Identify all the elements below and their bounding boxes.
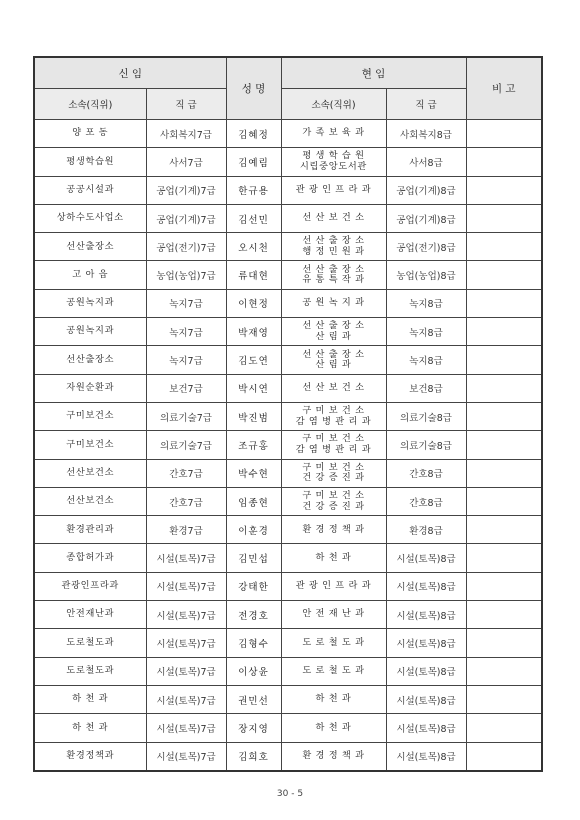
cur-dept-cell-line: 관 광 인 프 라 과 bbox=[295, 183, 372, 195]
cur-dept-cell bbox=[281, 629, 386, 657]
new-dept-cell-line: 양 포 동 bbox=[72, 127, 109, 139]
cur-dept-cell bbox=[281, 346, 386, 374]
cur-dept-cell-line: 선 산 출 장 소 bbox=[302, 348, 365, 360]
new-dept-cell-line: 공원녹지과 bbox=[66, 297, 115, 309]
table-row bbox=[34, 289, 542, 317]
cur-dept-cell-line: 도 로 철 도 과 bbox=[302, 665, 365, 677]
new-dept-cell-line: 공원녹지과 bbox=[66, 325, 115, 337]
cur-dept-cell-line: 안 전 재 난 과 bbox=[302, 608, 365, 620]
remarks-cell bbox=[466, 544, 542, 572]
table-body bbox=[34, 120, 542, 771]
cur-grade-cell: 환경8급 bbox=[386, 516, 466, 544]
cur-grade-cell: 녹지8급 bbox=[386, 289, 466, 317]
new-grade-cell: 시설(토목)7급 bbox=[146, 714, 226, 742]
cur-dept-cell-line: 선 산 출 장 소 bbox=[302, 263, 365, 275]
new-dept-cell-line: 도로철도과 bbox=[66, 665, 115, 677]
new-grade-cell: 녹지7급 bbox=[146, 318, 226, 346]
remarks-cell bbox=[466, 204, 542, 232]
table-row bbox=[34, 374, 542, 402]
name-cell: 이현정 bbox=[226, 289, 281, 317]
new-dept-cell bbox=[34, 629, 146, 657]
new-grade-cell: 사회복지7급 bbox=[146, 120, 226, 148]
new-dept-cell-line: 구미보건소 bbox=[66, 410, 115, 422]
table-row bbox=[34, 685, 542, 713]
cur-grade-cell: 시설(토목)8급 bbox=[386, 685, 466, 713]
remarks-cell bbox=[466, 402, 542, 430]
name-cell: 권민선 bbox=[226, 685, 281, 713]
new-dept-cell-line: 공공시설과 bbox=[66, 183, 115, 195]
new-dept-cell-line: 하 천 과 bbox=[72, 693, 109, 705]
new-dept-cell bbox=[34, 402, 146, 430]
remarks-cell bbox=[466, 346, 542, 374]
cur-dept-cell-line: 공 원 녹 지 과 bbox=[302, 297, 365, 309]
table-row bbox=[34, 572, 542, 600]
new-dept-cell-line: 고 아 읍 bbox=[72, 268, 109, 280]
name-cell: 김혜정 bbox=[226, 120, 281, 148]
cur-grade-cell: 시설(토목)8급 bbox=[386, 544, 466, 572]
cur-grade-cell: 간호8급 bbox=[386, 487, 466, 515]
cur-grade-cell: 시설(토목)8급 bbox=[386, 601, 466, 629]
cur-dept-cell-line: 선 산 출 장 소 bbox=[302, 235, 365, 247]
header-new-dept: 소속(직위) bbox=[34, 89, 146, 120]
name-cell: 이훈경 bbox=[226, 516, 281, 544]
name-cell: 조규홍 bbox=[226, 431, 281, 459]
cur-dept-cell-line: 구 미 보 건 소 bbox=[302, 405, 365, 417]
new-grade-cell: 공업(기계)7급 bbox=[146, 204, 226, 232]
new-dept-cell bbox=[34, 544, 146, 572]
new-dept-cell-line: 하 천 과 bbox=[72, 721, 109, 733]
name-cell: 전경호 bbox=[226, 601, 281, 629]
new-dept-cell-line: 선산보건소 bbox=[66, 495, 115, 507]
cur-dept-cell-line: 선 산 출 장 소 bbox=[302, 320, 365, 332]
cur-grade-cell: 공업(기계)8급 bbox=[386, 176, 466, 204]
name-cell: 김민섭 bbox=[226, 544, 281, 572]
cur-dept-cell bbox=[281, 318, 386, 346]
cur-grade-cell: 녹지8급 bbox=[386, 346, 466, 374]
cur-dept-cell-line: 감 염 병 관 리 과 bbox=[295, 443, 372, 455]
new-dept-cell-line: 평생학습원 bbox=[66, 155, 115, 167]
name-cell: 한규용 bbox=[226, 176, 281, 204]
cur-dept-cell-line: 건 강 증 진 과 bbox=[302, 472, 365, 484]
new-dept-cell bbox=[34, 685, 146, 713]
new-dept-cell bbox=[34, 374, 146, 402]
new-dept-cell bbox=[34, 346, 146, 374]
cur-grade-cell: 보건8급 bbox=[386, 374, 466, 402]
cur-grade-cell: 농업(농업)8급 bbox=[386, 261, 466, 289]
table-row bbox=[34, 346, 542, 374]
remarks-cell bbox=[466, 572, 542, 600]
new-dept-cell bbox=[34, 120, 146, 148]
cur-dept-cell-line: 선 산 보 건 소 bbox=[302, 382, 365, 394]
cur-grade-cell: 녹지8급 bbox=[386, 318, 466, 346]
cur-grade-cell: 의료기술8급 bbox=[386, 431, 466, 459]
cur-dept-cell bbox=[281, 176, 386, 204]
cur-dept-cell bbox=[281, 148, 386, 176]
new-dept-cell-line: 관광인프라과 bbox=[61, 580, 119, 592]
cur-dept-cell-line: 환 경 정 책 과 bbox=[302, 749, 365, 761]
new-dept-cell bbox=[34, 742, 146, 771]
new-grade-cell: 의료기술7급 bbox=[146, 431, 226, 459]
table-row bbox=[34, 204, 542, 232]
new-grade-cell: 녹지7급 bbox=[146, 289, 226, 317]
cur-dept-cell-line: 구 미 보 건 소 bbox=[302, 433, 365, 445]
table-row bbox=[34, 714, 542, 742]
cur-grade-cell: 의료기술8급 bbox=[386, 402, 466, 430]
cur-dept-cell-line: 가 족 보 육 과 bbox=[302, 127, 365, 139]
cur-grade-cell: 공업(기계)8급 bbox=[386, 204, 466, 232]
table-row bbox=[34, 148, 542, 176]
cur-dept-cell bbox=[281, 289, 386, 317]
remarks-cell bbox=[466, 318, 542, 346]
table-row bbox=[34, 459, 542, 487]
cur-dept-cell-line: 관 광 인 프 라 과 bbox=[295, 580, 372, 592]
name-cell: 박재영 bbox=[226, 318, 281, 346]
new-dept-cell-line: 환경정책과 bbox=[66, 749, 115, 761]
cur-dept-cell-line: 하 천 과 bbox=[315, 721, 352, 733]
remarks-cell bbox=[466, 261, 542, 289]
new-dept-cell-line: 선산보건소 bbox=[66, 466, 115, 478]
table-row bbox=[34, 318, 542, 346]
cur-dept-cell-line: 구 미 보 건 소 bbox=[302, 461, 365, 473]
cur-grade-cell: 시설(토목)8급 bbox=[386, 714, 466, 742]
table-row bbox=[34, 233, 542, 261]
cur-dept-cell bbox=[281, 374, 386, 402]
remarks-cell bbox=[466, 516, 542, 544]
new-grade-cell: 의료기술7급 bbox=[146, 402, 226, 430]
new-dept-cell bbox=[34, 318, 146, 346]
new-dept-cell bbox=[34, 516, 146, 544]
header-remarks: 비 고 bbox=[466, 57, 542, 120]
cur-dept-cell bbox=[281, 233, 386, 261]
remarks-cell bbox=[466, 120, 542, 148]
new-dept-cell bbox=[34, 601, 146, 629]
new-grade-cell: 환경7급 bbox=[146, 516, 226, 544]
new-dept-cell bbox=[34, 204, 146, 232]
cur-dept-cell bbox=[281, 601, 386, 629]
new-dept-cell bbox=[34, 148, 146, 176]
name-cell: 강태한 bbox=[226, 572, 281, 600]
new-grade-cell: 보건7급 bbox=[146, 374, 226, 402]
remarks-cell bbox=[466, 233, 542, 261]
cur-grade-cell: 사서8급 bbox=[386, 148, 466, 176]
cur-grade-cell: 시설(토목)8급 bbox=[386, 657, 466, 685]
name-cell: 김도연 bbox=[226, 346, 281, 374]
cur-dept-cell bbox=[281, 431, 386, 459]
new-grade-cell: 시설(토목)7급 bbox=[146, 685, 226, 713]
new-grade-cell: 시설(토목)7급 bbox=[146, 601, 226, 629]
new-grade-cell: 간호7급 bbox=[146, 459, 226, 487]
cur-dept-cell bbox=[281, 402, 386, 430]
header-new-grade: 직 급 bbox=[146, 89, 226, 120]
new-dept-cell bbox=[34, 233, 146, 261]
new-grade-cell: 사서7급 bbox=[146, 148, 226, 176]
name-cell: 김희호 bbox=[226, 742, 281, 771]
name-cell: 박진범 bbox=[226, 402, 281, 430]
new-dept-cell-line: 선산출장소 bbox=[66, 240, 115, 252]
table-row bbox=[34, 402, 542, 430]
new-grade-cell: 시설(토목)7급 bbox=[146, 629, 226, 657]
new-dept-cell bbox=[34, 572, 146, 600]
table-row bbox=[34, 544, 542, 572]
cur-grade-cell: 시설(토목)8급 bbox=[386, 572, 466, 600]
remarks-cell bbox=[466, 148, 542, 176]
remarks-cell bbox=[466, 176, 542, 204]
cur-dept-cell-line: 평 생 학 습 원 bbox=[302, 150, 365, 162]
cur-dept-cell bbox=[281, 261, 386, 289]
new-dept-cell-line: 자원순환과 bbox=[66, 382, 115, 394]
remarks-cell bbox=[466, 431, 542, 459]
header-cur-dept: 소속(직위) bbox=[281, 89, 386, 120]
table-row bbox=[34, 120, 542, 148]
name-cell: 류대현 bbox=[226, 261, 281, 289]
name-cell: 김형수 bbox=[226, 629, 281, 657]
remarks-cell bbox=[466, 629, 542, 657]
remarks-cell bbox=[466, 685, 542, 713]
table-row bbox=[34, 601, 542, 629]
cur-dept-cell bbox=[281, 120, 386, 148]
new-grade-cell: 농업(농업)7급 bbox=[146, 261, 226, 289]
cur-dept-cell bbox=[281, 204, 386, 232]
page-number: 30 - 5 bbox=[276, 789, 304, 799]
new-dept-cell bbox=[34, 176, 146, 204]
name-cell: 이상윤 bbox=[226, 657, 281, 685]
table-row bbox=[34, 742, 542, 771]
new-dept-cell-line: 도로철도과 bbox=[66, 636, 115, 648]
new-dept-cell bbox=[34, 714, 146, 742]
remarks-cell bbox=[466, 289, 542, 317]
cur-dept-cell-line: 선 산 보 건 소 bbox=[302, 212, 365, 224]
name-cell: 박수현 bbox=[226, 459, 281, 487]
cur-dept-cell bbox=[281, 657, 386, 685]
cur-dept-cell bbox=[281, 714, 386, 742]
new-grade-cell: 시설(토목)7급 bbox=[146, 544, 226, 572]
table-row bbox=[34, 487, 542, 515]
cur-grade-cell: 공업(전기)8급 bbox=[386, 233, 466, 261]
new-dept-cell-line: 환경관리과 bbox=[66, 523, 115, 535]
cur-dept-cell-line: 행 정 민 원 과 bbox=[302, 245, 365, 257]
remarks-cell bbox=[466, 657, 542, 685]
new-grade-cell: 공업(기계)7급 bbox=[146, 176, 226, 204]
header-name: 성 명 bbox=[226, 57, 281, 120]
cur-dept-cell-line: 하 천 과 bbox=[315, 551, 352, 563]
new-dept-cell-line: 안전재난과 bbox=[66, 608, 115, 620]
cur-grade-cell: 시설(토목)8급 bbox=[386, 629, 466, 657]
table-row bbox=[34, 431, 542, 459]
cur-dept-cell-line: 유 통 특 작 과 bbox=[302, 274, 365, 286]
cur-dept-cell-line: 시립중앙도서관 bbox=[299, 160, 368, 172]
table-row bbox=[34, 629, 542, 657]
new-grade-cell: 시설(토목)7급 bbox=[146, 572, 226, 600]
header-new-post: 신 임 bbox=[34, 57, 226, 89]
new-grade-cell: 공업(전기)7급 bbox=[146, 233, 226, 261]
name-cell: 김선민 bbox=[226, 204, 281, 232]
cur-dept-cell bbox=[281, 742, 386, 771]
name-cell: 임종현 bbox=[226, 487, 281, 515]
cur-dept-cell-line: 산 림 과 bbox=[315, 330, 352, 342]
cur-dept-cell bbox=[281, 459, 386, 487]
cur-grade-cell: 간호8급 bbox=[386, 459, 466, 487]
cur-dept-cell-line: 하 천 과 bbox=[315, 693, 352, 705]
remarks-cell bbox=[466, 714, 542, 742]
table-row bbox=[34, 516, 542, 544]
remarks-cell bbox=[466, 487, 542, 515]
remarks-cell bbox=[466, 742, 542, 771]
new-dept-cell bbox=[34, 261, 146, 289]
new-dept-cell-line: 상하수도사업소 bbox=[56, 212, 124, 224]
new-dept-cell bbox=[34, 487, 146, 515]
cur-grade-cell: 사회복지8급 bbox=[386, 120, 466, 148]
cur-dept-cell-line: 감 염 병 관 리 과 bbox=[295, 415, 372, 427]
header-current-post: 현 임 bbox=[281, 57, 466, 89]
new-dept-cell-line: 선산출장소 bbox=[66, 353, 115, 365]
remarks-cell bbox=[466, 601, 542, 629]
name-cell: 오시천 bbox=[226, 233, 281, 261]
remarks-cell bbox=[466, 459, 542, 487]
cur-dept-cell bbox=[281, 544, 386, 572]
header-cur-grade: 직 급 bbox=[386, 89, 466, 120]
new-dept-cell bbox=[34, 431, 146, 459]
remarks-cell bbox=[466, 374, 542, 402]
new-dept-cell-line: 종합허가과 bbox=[66, 551, 115, 563]
new-dept-cell bbox=[34, 657, 146, 685]
name-cell: 박시연 bbox=[226, 374, 281, 402]
new-dept-cell-line: 구미보건소 bbox=[66, 438, 115, 450]
cur-dept-cell bbox=[281, 572, 386, 600]
cur-dept-cell bbox=[281, 516, 386, 544]
cur-dept-cell bbox=[281, 487, 386, 515]
table-row bbox=[34, 657, 542, 685]
cur-dept-cell-line: 건 강 증 진 과 bbox=[302, 500, 365, 512]
new-grade-cell: 간호7급 bbox=[146, 487, 226, 515]
cur-dept-cell-line: 산 림 과 bbox=[315, 359, 352, 371]
new-grade-cell: 시설(토목)7급 bbox=[146, 657, 226, 685]
table-row bbox=[34, 261, 542, 289]
name-cell: 장지영 bbox=[226, 714, 281, 742]
new-grade-cell: 시설(토목)7급 bbox=[146, 742, 226, 771]
cur-dept-cell bbox=[281, 685, 386, 713]
table-row bbox=[34, 176, 542, 204]
cur-grade-cell: 시설(토목)8급 bbox=[386, 742, 466, 771]
cur-dept-cell-line: 환 경 정 책 과 bbox=[302, 523, 365, 535]
new-dept-cell bbox=[34, 459, 146, 487]
name-cell: 김예림 bbox=[226, 148, 281, 176]
new-grade-cell: 녹지7급 bbox=[146, 346, 226, 374]
new-dept-cell bbox=[34, 289, 146, 317]
cur-dept-cell-line: 도 로 철 도 과 bbox=[302, 636, 365, 648]
personnel-table bbox=[33, 56, 543, 772]
cur-dept-cell-line: 구 미 보 건 소 bbox=[302, 490, 365, 501]
